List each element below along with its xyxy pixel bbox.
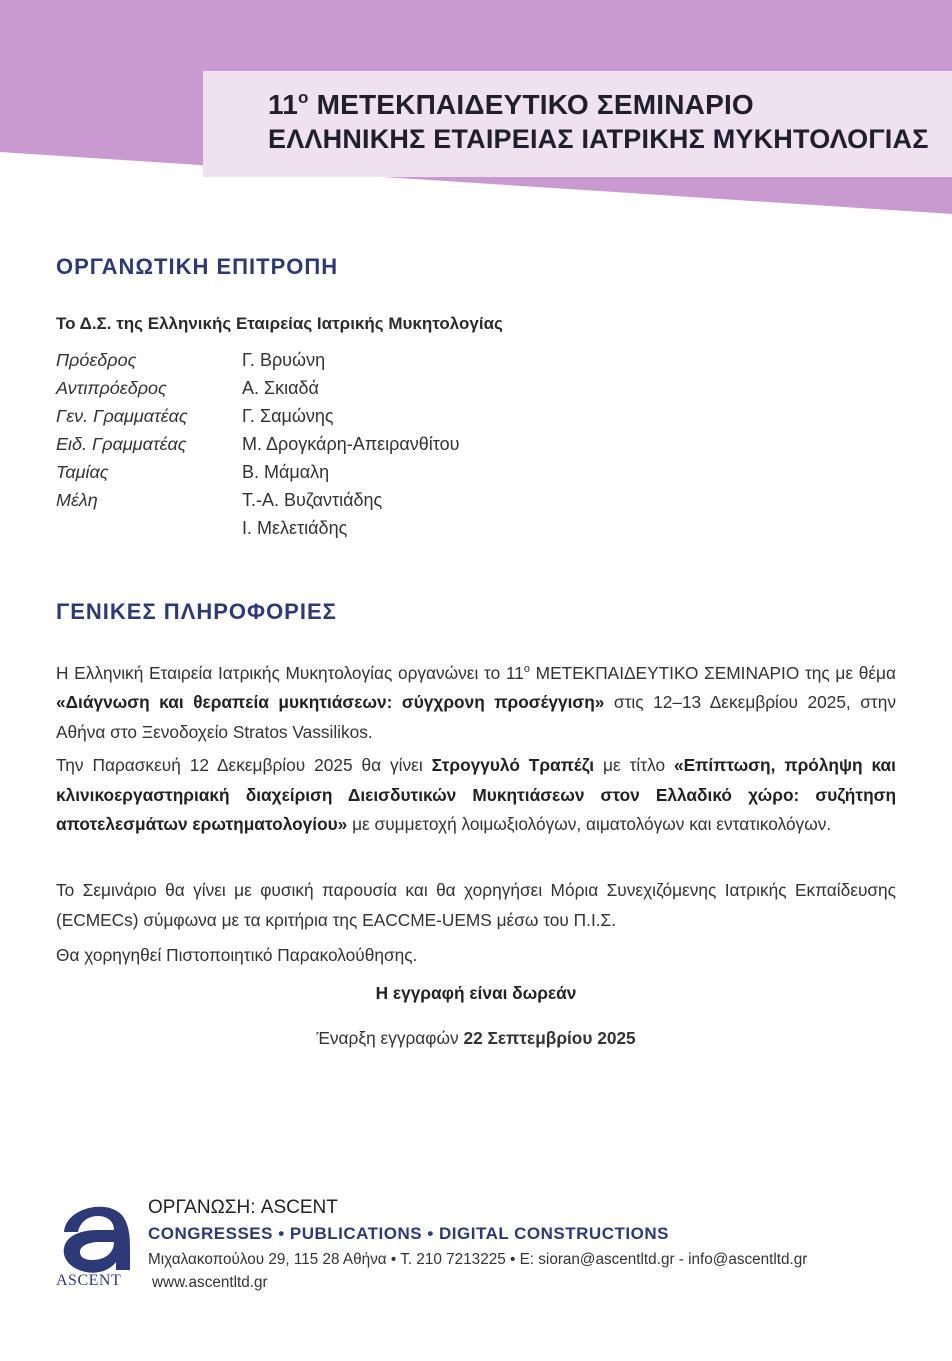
board-role: Ειδ. Γραμματέας [56,434,187,454]
board-name: Β. Μάμαλη [242,462,330,482]
ascent-logo-wordmark: ASCENT [56,1272,122,1289]
info-heading: ΓΕΝΙΚΕΣ ΠΛΗΡΟΦΟΡΙΕΣ [56,599,337,624]
board-role: Πρόεδρος [56,350,137,370]
board-name: Α. Σκιαδά [242,378,319,398]
board-role: Γεν. Γραμματέας [56,406,188,426]
board-role: Μέλη [56,490,98,510]
info-paragraph-2: Την Παρασκευή 12 Δεκεμβρίου 2025 θα γίνει Στρογγυλό Τραπέζι με τίτλο «Επίπτωση, πρόληψη και κλινικοεργαστηριακή διαχείριση Διεισδυτικών Μυκητιάσεων στον Ελλαδικό χώρο: συζήτηση αποτελεσμάτων ερωτηματολογίου» με συμμετοχή λοιμωξιολόγων, αιματολόγων και εντατικολόγων. [56,755,896,834]
committee-heading: ΟΡΓΑΝΩΤΙΚΗ ΕΠΙΤΡΟΠΗ [56,254,339,279]
board-name: Γ. Σαμώνης [242,406,334,426]
organizer-website-link[interactable]: www.ascentltd.gr [152,1274,268,1291]
organizer-contact: Μιχαλακοπούλου 29, 115 28 Αθήνα • Τ. 210 7213225 • E: sioran@ascentltd.gr - info@ascentltd.gr [148,1251,808,1268]
organizer-tagline: CONGRESSES • PUBLICATIONS • DIGITAL CONSTRUCTIONS [148,1224,669,1243]
organizer-label: ΟΡΓΑΝΩΣΗ: ASCENT [148,1197,338,1218]
board-name: Μ. Δρογκάρη-Απειρανθίτου [242,434,460,454]
board-title: Το Δ.Σ. της Ελληνικής Εταιρείας Ιατρικής Μυκητολογίας [56,314,503,333]
info-paragraph-4: Θα χορηγηθεί Πιστοποιητικό Παρακολούθησης. [56,945,418,965]
free-registration-note: Η εγγραφή είναι δωρεάν [375,983,577,1003]
info-paragraph-1: Η Ελληνική Εταιρεία Ιατρικής Μυκητολογίας οργανώνει το $11^o$ ΜΕΤΕΚΠΑΙΔΕΥΤΙΚΟ ΣΕΜΙΝΑΡΙΟ της με θέμα «Διάγνωση και θεραπεία μυκητιάσεων: σύγχρονη προσέγγιση» στις 12–13 Δεκεμβρίου 2025, στην Αθήνα στο Ξενοδοχείο Stratos Vassilikos. [56,662,897,742]
board-role: Αντιπρόεδρος [56,378,167,398]
seminar-title-line2: ΕΛΛΗΝΙΚΗΣ ΕΤΑΙΡΕΙΑΣ ΙΑΤΡΙΚΗΣ ΜΥΚΗΤΟΛΟΓΙΑΣ [268,124,929,154]
seminar-title-line1: $11^o$ ΜΕΤΕΚΠΑΙΔΕΥΤΙΚΟ ΣΕΜΙΝΑΡΙΟ [268,88,754,120]
board-name: Γ. Βρυώνη [242,350,326,370]
registration-start: Έναρξη εγγραφών 22 Σεπτεμβρίου 2025 [316,1028,636,1048]
board-role: Ταμίας [56,462,109,482]
board-name: Τ.-Α. Βυζαντιάδης [242,490,383,510]
info-paragraph-3: Το Σεμινάριο θα γίνει με φυσική παρουσία και θα χορηγήσει Μόρια Συνεχιζόμενης Ιατρικής Εκπαίδευσης (ECMECs) σύμφωνα με τα κριτήρια της EACCME-UEMS μέσω του Π.Ι.Σ. [56,880,896,930]
board-name: Ι. Μελετιάδης [242,518,348,538]
